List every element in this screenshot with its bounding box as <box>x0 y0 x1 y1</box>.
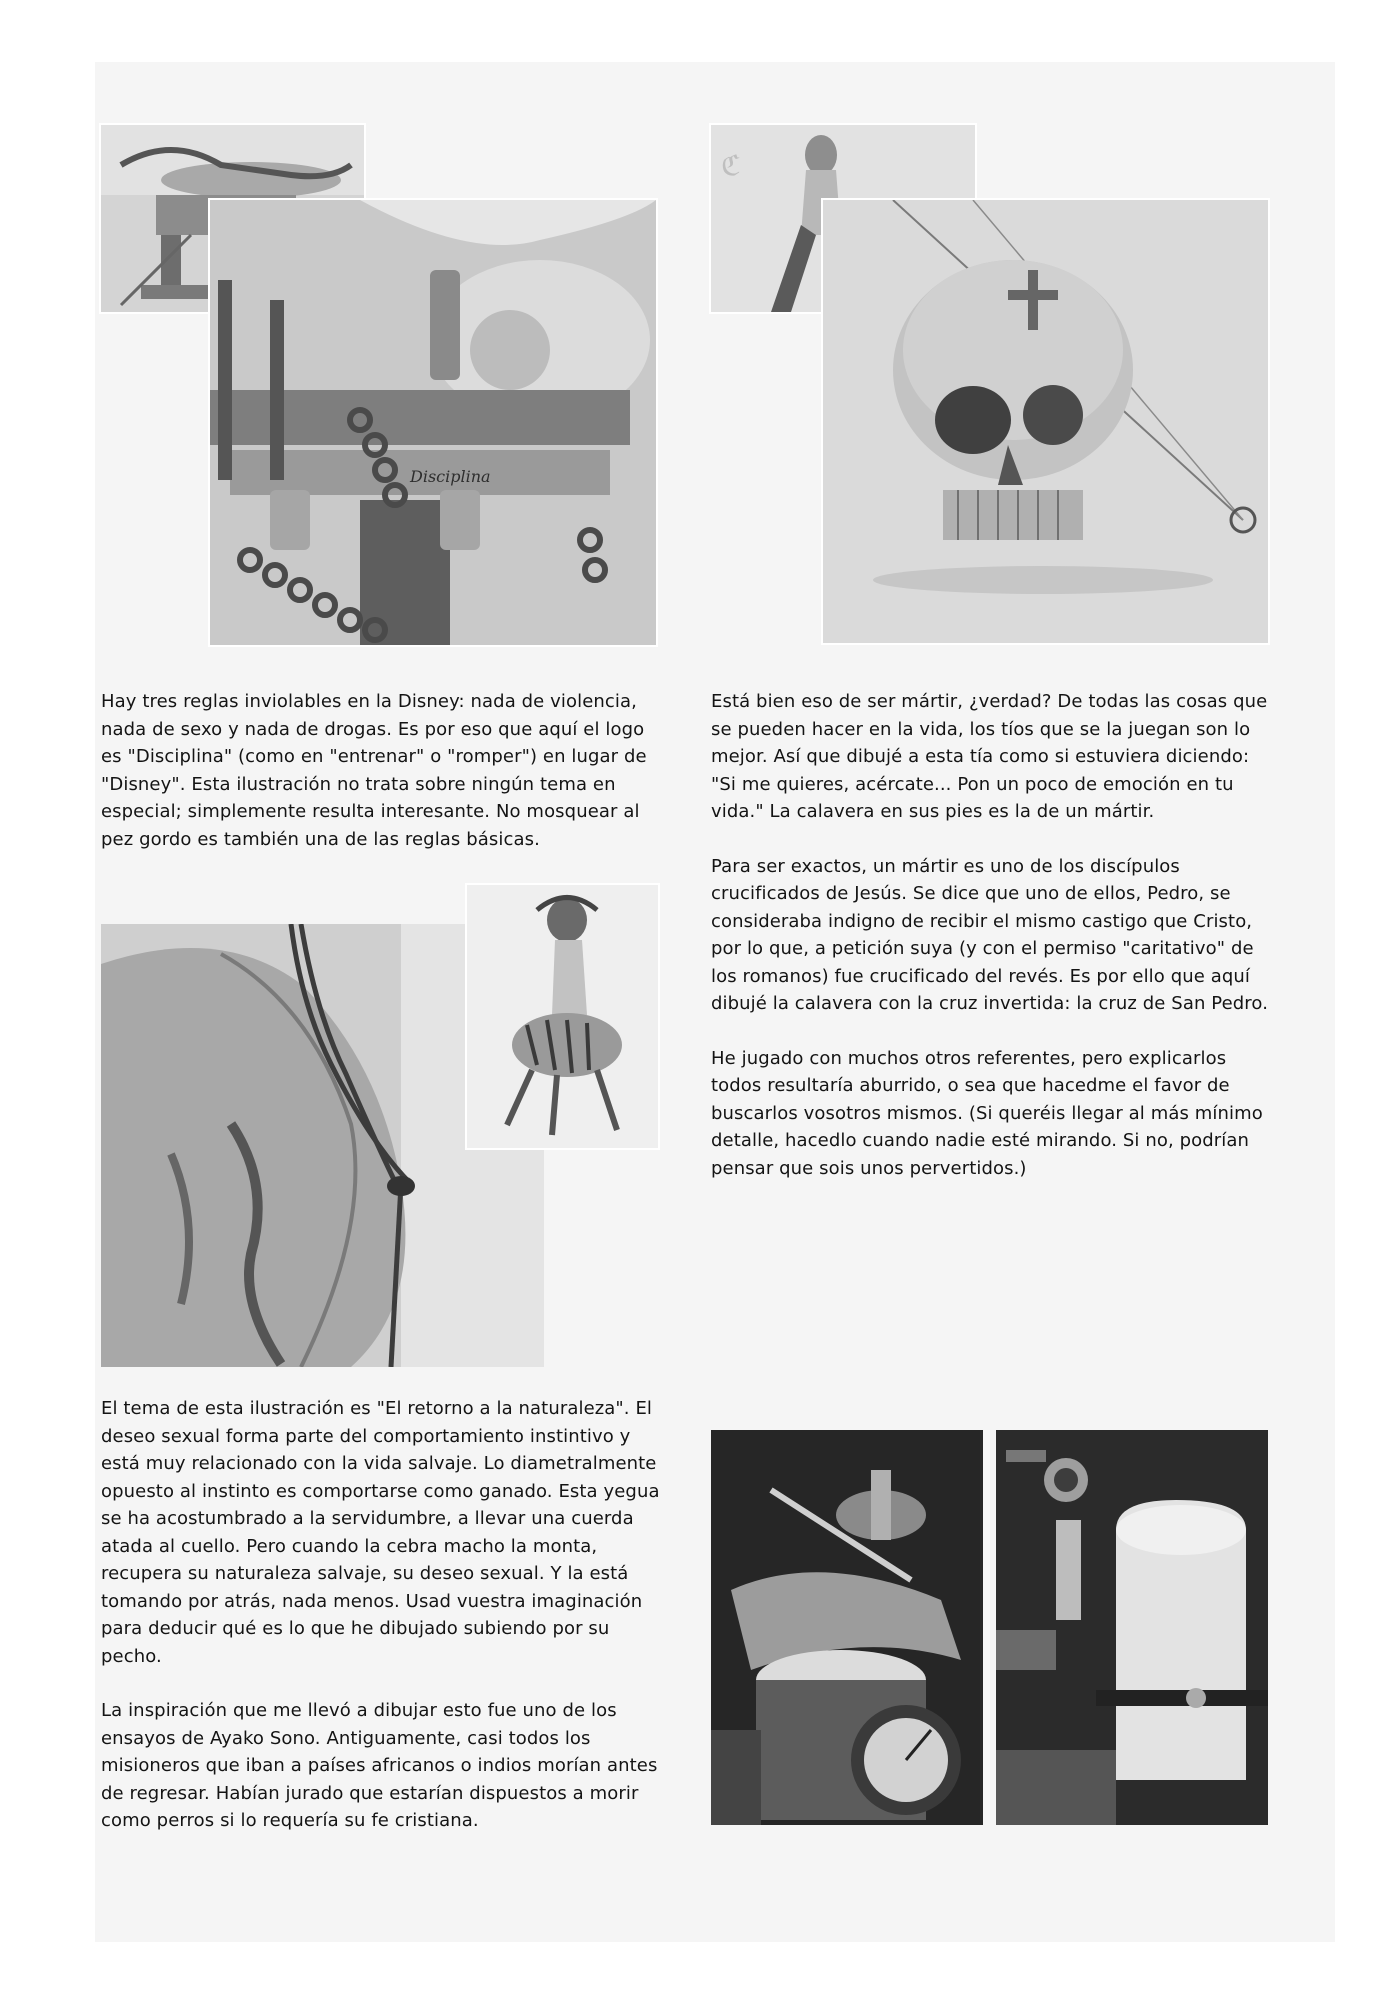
caption-martir-paragraph-1: Está bien eso de ser mártir, ¿verdad? De todas las cosas que se pueden hacer en la vida, los tíos que se la juegan son lo mejor. Así que dibujé a esta tía como si estuviera diciendo: "Si me quieres, acércate... Pon un poco de emoción en tu vida." La calavera en sus pies es la de un mártir. <box>711 691 1268 822</box>
caption-martir <box>711 688 1276 1209</box>
caption-naturaleza-paragraph-2: La inspiración que me llevó a dibujar esto fue uno de los ensayos de Ayako Sono. Antiguamente, casi todos los misioneros que iban a países africanos o indios morían antes de regresar. Habían jurado que estarían dispuestos a morir como perros si lo requería su fe cristiana. <box>101 1700 658 1831</box>
caption-disney <box>101 688 661 880</box>
caption-disney-paragraph: Hay tres reglas inviolables en la Disney: nada de violencia, nada de sexo y nada de drogas. Es por eso que aquí el logo es "Disciplina" (como en "entrenar" o "romper") en lugar de "Disney". Esta ilustración no trata sobre ningún tema en especial; simplemente resulta interesante. No mosquear al pez gordo es también una de las reglas básicas. <box>101 691 647 850</box>
caption-martir-paragraph-2: Para ser exactos, un mártir es uno de los discípulos crucificados de Jesús. Se dice que uno de ellos, Pedro, se consideraba indigno de recibir el mismo castigo que Cristo, por lo que, a petición suya (y con el permiso "caritativo" de los romanos) fue crucificado del revés. Es por ello que aquí dibujé la calavera con la cruz invertida: la cruz de San Pedro. <box>711 855 1269 1014</box>
thumbnail-zebra-illustration <box>467 885 658 1148</box>
skull-illustration <box>823 200 1268 643</box>
machine-illustration <box>210 200 656 645</box>
caption-naturaleza-paragraph-1: El tema de esta ilustración es "El retorno a la naturaleza". El deseo sexual forma parte del comportamiento instintivo y está muy relacionado con la vida salvaje. Lo diametralmente opuesto al instinto es comportarse como ganado. Esta yegua se ha acostumbrado a la servidumbre, a llevar una cuerda atada al cuello. Pero cuando la cebra macho la monta, recupera su naturaleza salvaje, su deseo sexual. Y la está tomando por atrás, nada menos. Usad vuestra imaginación para deducir qué es lo que he dibujado subiendo por su pecho. <box>101 1398 660 1667</box>
caption-naturaleza <box>101 1395 666 1862</box>
caption-martir-paragraph-3: He jugado con muchos otros referentes, pero explicarlos todos resultaría aburrido, o sea que hacedme el favor de buscarlos vosotros mismos. (Si queréis llegar al más mínimo detalle, hacedlo cuando nadie esté mirando. Si no, podrían pensar que sois unos pervertidos.) <box>711 1047 1263 1179</box>
photo-airbrush-tool <box>711 1430 983 1825</box>
photo-air-compressor <box>996 1430 1268 1825</box>
svg-text:ℭ: ℭ <box>721 149 741 182</box>
disciplina-logo-text: Disciplina <box>410 467 491 486</box>
